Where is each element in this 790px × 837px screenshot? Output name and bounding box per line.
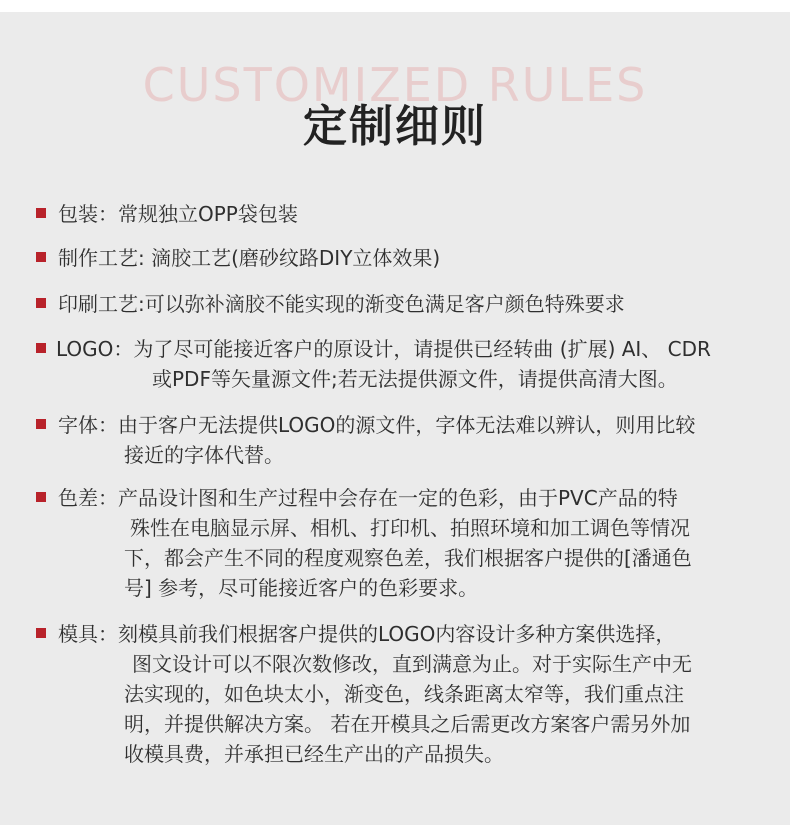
rule-line: 下，都会产生不同的程度观察色差，我们根据客户提供的[潘通色 <box>124 546 692 570</box>
rule-line: LOGO：为了尽可能接近客户的原设计，请提供已经转曲 (扩展) AI、 CDR <box>56 337 711 361</box>
page-title: 定制细则 <box>303 101 487 152</box>
rule-line: 法实现的，如色块太小，渐变色，线条距离太窄等，我们重点注 <box>124 682 684 706</box>
rule-line: 字体：由于客户无法提供LOGO的源文件，字体无法难以辨认，则用比较 <box>58 413 696 437</box>
background-watermark-title: CUSTOMIZED RULES <box>142 58 648 112</box>
rule-line: 收模具费，并承担已经生产出的产品损失。 <box>124 742 504 766</box>
bullet-icon <box>36 628 46 638</box>
bullet-icon <box>36 492 46 502</box>
bullet-icon <box>36 298 46 308</box>
rule-line: 殊性在电脑显示屏、相机、打印机、拍照环境和加工调色等情况 <box>130 516 690 540</box>
rule-line: 号] 参考，尽可能接近客户的色彩要求。 <box>124 576 479 600</box>
rule-line: 图文设计可以不限次数修改，直到满意为止。对于实际生产中无 <box>132 652 692 676</box>
bullet-icon <box>36 208 46 218</box>
rule-line: 制作工艺: 滴胶工艺(磨砂纹路DIY立体效果) <box>58 246 441 270</box>
bullet-icon <box>36 252 46 262</box>
rule-line: 印刷工艺:可以弥补滴胶不能实现的渐变色满足客户颜色特殊要求 <box>58 292 625 316</box>
bullet-icon <box>36 343 46 353</box>
bullet-icon <box>36 419 46 429</box>
rule-line: 模具：刻模具前我们根据客户提供的LOGO内容设计多种方案供选择， <box>58 622 676 646</box>
rule-line: 接近的字体代替。 <box>124 443 284 467</box>
rule-line: 包装：常规独立OPP袋包装 <box>58 202 298 226</box>
rule-line: 或PDF等矢量源文件;若无法提供源文件，请提供高清大图。 <box>152 367 678 391</box>
rule-line: 明，并提供解决方案。 若在开模具之后需更改方案客户需另外加 <box>124 712 691 736</box>
rule-line: 色差：产品设计图和生产过程中会存在一定的色彩，由于PVC产品的特 <box>58 486 678 510</box>
